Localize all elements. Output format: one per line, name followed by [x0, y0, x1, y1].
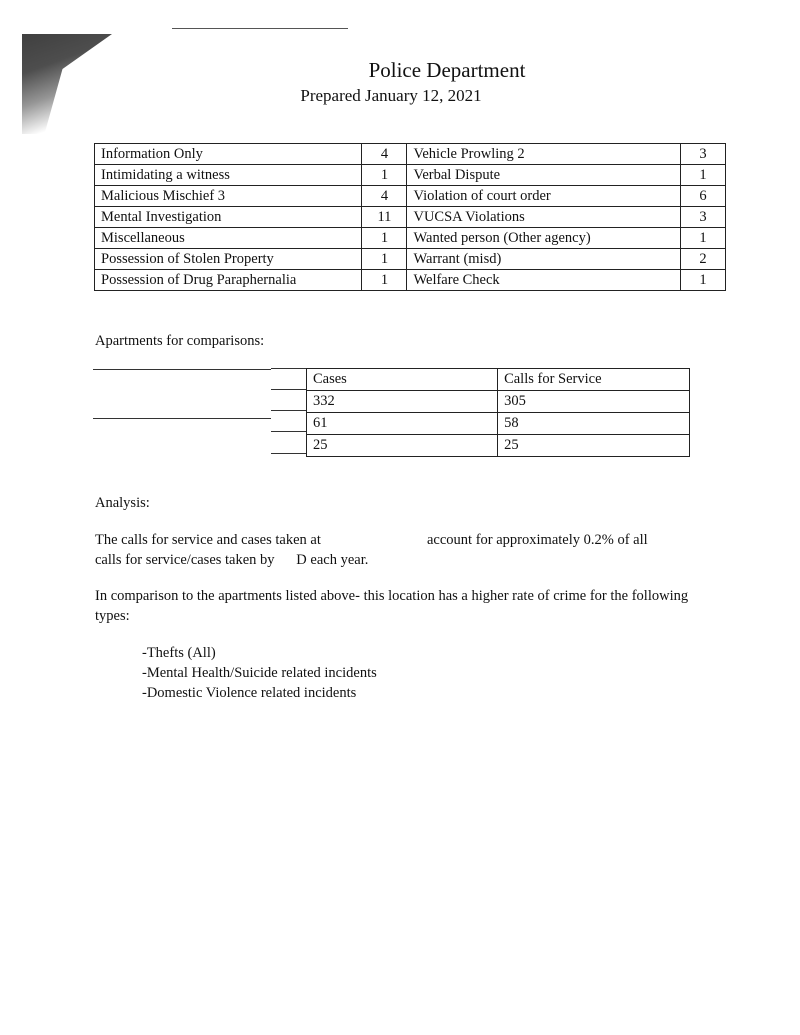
table-extension-line — [271, 389, 307, 390]
count-cell: 1 — [680, 228, 725, 249]
call-type-cell: Warrant (misd) — [407, 249, 680, 270]
cases-cell: 25 — [307, 435, 498, 457]
count-cell: 2 — [680, 249, 725, 270]
count-cell: 1 — [362, 165, 407, 186]
table-row — [307, 391, 690, 413]
redacted-name-line — [93, 418, 271, 419]
redacted-name-line — [93, 369, 271, 370]
count-cell: 6 — [680, 186, 725, 207]
table-header-row — [307, 369, 690, 391]
analysis-text: The calls for service and cases taken at — [95, 532, 321, 548]
count-cell: 1 — [680, 270, 725, 291]
cases-cell: 332 — [307, 391, 498, 413]
analysis-text: account for approximately 0.2% of all — [427, 532, 648, 548]
list-item: -Domestic Violence related incidents — [142, 685, 357, 701]
call-type-cell: Welfare Check — [407, 270, 680, 291]
call-type-cell: Violation of court order — [407, 186, 680, 207]
table-extension-line — [271, 431, 307, 432]
crime-type-list — [142, 643, 377, 703]
cases-cell: 61 — [307, 413, 498, 435]
count-cell: 1 — [680, 165, 725, 186]
table-row — [95, 165, 726, 186]
count-cell: 11 — [362, 207, 407, 228]
column-header-cases: Cases — [307, 369, 498, 391]
call-type-cell: Possession of Stolen Property — [95, 249, 362, 270]
table-extension-line — [271, 410, 307, 411]
table-row — [95, 144, 726, 165]
table-row — [95, 207, 726, 228]
count-cell: 1 — [362, 249, 407, 270]
call-type-cell: Vehicle Prowling 2 — [407, 144, 680, 165]
call-type-cell: VUCSA Violations — [407, 207, 680, 228]
redaction-rule — [172, 28, 348, 29]
call-type-cell: Malicious Mischief 3 — [95, 186, 362, 207]
call-type-table — [94, 143, 726, 291]
call-type-cell: Intimidating a witness — [95, 165, 362, 186]
call-type-cell: Verbal Dispute — [407, 165, 680, 186]
list-item: -Mental Health/Suicide related incidents — [142, 665, 377, 681]
table-row — [95, 186, 726, 207]
call-type-cell: Miscellaneous — [95, 228, 362, 249]
count-cell: 4 — [362, 186, 407, 207]
analysis-heading: Analysis: — [95, 495, 150, 511]
comparison-text: In comparison to the apartments listed above- this location has a higher rate of crime for the following types: — [95, 588, 689, 624]
call-type-cell: Wanted person (Other agency) — [407, 228, 680, 249]
table-row — [95, 228, 726, 249]
analysis-text: calls for service/cases taken by D each year. — [95, 552, 369, 568]
calls-cell: 305 — [498, 391, 690, 413]
table-row — [307, 435, 690, 457]
call-type-cell: Possession of Drug Paraphernalia — [95, 270, 362, 291]
count-cell: 3 — [680, 207, 725, 228]
column-header-calls: Calls for Service — [498, 369, 690, 391]
table-row — [95, 249, 726, 270]
page-title: Police Department — [368, 58, 526, 82]
count-cell: 1 — [362, 228, 407, 249]
table-row — [307, 413, 690, 435]
table-row — [95, 270, 726, 291]
table-extension-line — [271, 368, 307, 369]
page-subtitle: Prepared January 12, 2021 — [300, 86, 482, 105]
list-item: -Thefts (All) — [142, 645, 216, 661]
calls-cell: 58 — [498, 413, 690, 435]
count-cell: 4 — [362, 144, 407, 165]
count-cell: 1 — [362, 270, 407, 291]
apartments-table — [306, 368, 690, 457]
call-type-cell: Information Only — [95, 144, 362, 165]
table-extension-line — [271, 453, 307, 454]
calls-cell: 25 — [498, 435, 690, 457]
count-cell: 3 — [680, 144, 725, 165]
scan-artifact — [22, 34, 112, 134]
call-type-cell: Mental Investigation — [95, 207, 362, 228]
apartments-label: Apartments for comparisons: — [95, 333, 265, 349]
